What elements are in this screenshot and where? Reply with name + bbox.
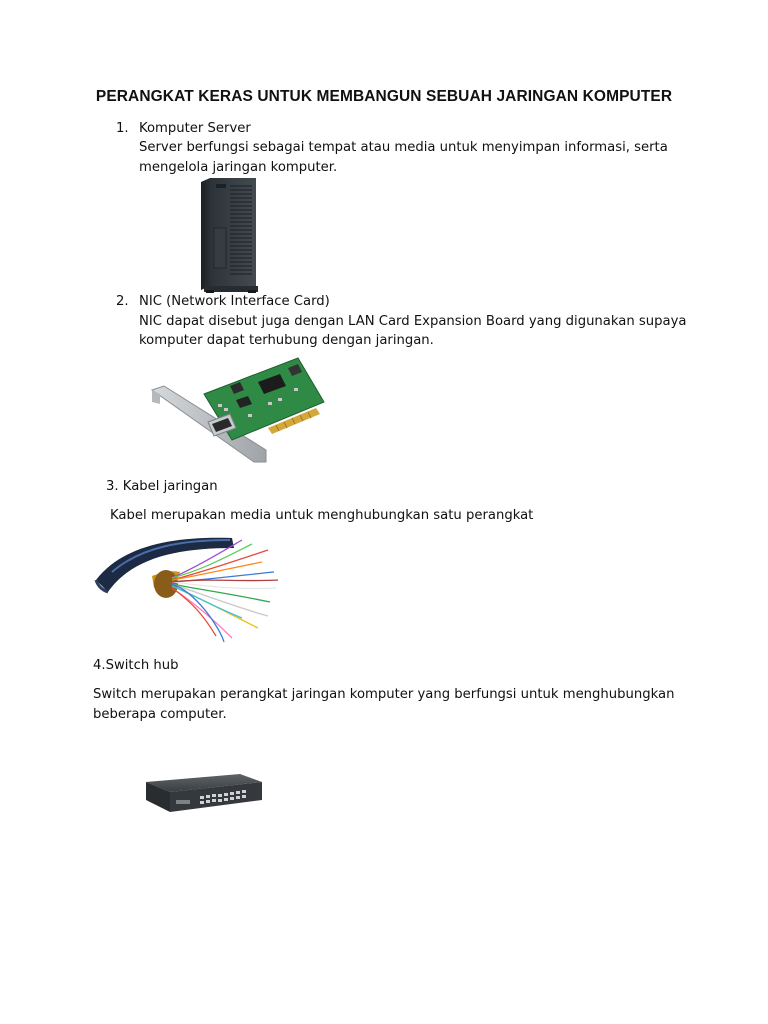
item-2-number: 2. — [116, 294, 129, 309]
item-4-text-line-1: Switch merupakan perangkat jaringan komputer yang berfungsi untuk menghubungkan — [93, 687, 675, 702]
document-title: PERANGKAT KERAS UNTUK MEMBANGUN SEBUAH JARINGAN KOMPUTER — [95, 88, 673, 105]
item-4-text-line-2: beberapa computer. — [93, 707, 227, 722]
item-1-text-line-1: Server berfungsi sebagai tempat atau media untuk menyimpan informasi, serta — [139, 140, 668, 155]
network-switch-image — [144, 770, 264, 818]
item-2-text-line-2: komputer dapat terhubung dengan jaringan. — [139, 333, 434, 348]
item-2-text-line-1: NIC dapat disebut juga dengan LAN Card Expansion Board yang digunakan supaya — [139, 314, 687, 329]
item-1-heading: Komputer Server — [139, 121, 251, 136]
server-tower-image — [196, 176, 266, 294]
item-1-number: 1. — [116, 121, 129, 136]
item-1-text-line-2: mengelola jaringan komputer. — [139, 160, 338, 175]
item-2-heading: NIC (Network Interface Card) — [139, 294, 330, 309]
item-4-heading: 4.Switch hub — [93, 658, 179, 673]
fiber-optic-cable-image — [92, 532, 280, 644]
item-3-heading: 3. Kabel jaringan — [106, 479, 218, 494]
item-3-text-line-1: Kabel merupakan media untuk menghubungkan satu perangkat — [110, 508, 534, 523]
network-interface-card-image — [148, 352, 330, 464]
